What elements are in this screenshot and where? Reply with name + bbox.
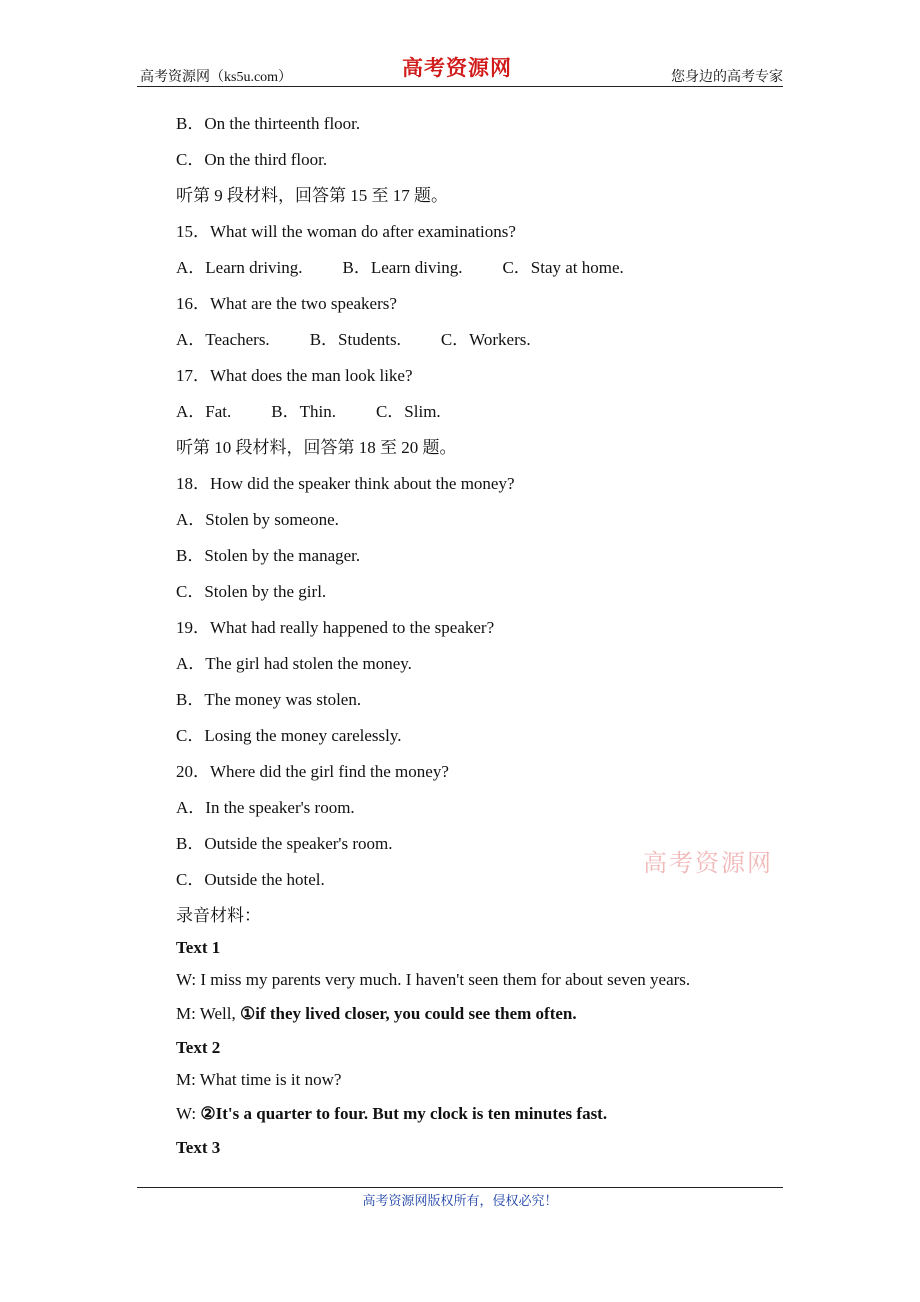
option-20a: A．In the speaker's room.: [176, 798, 355, 817]
text-2-woman-line: [176, 1102, 776, 1136]
option-16a: A．Teachers.: [176, 330, 270, 349]
option-19a: A．The girl had stolen the money.: [176, 654, 412, 673]
option-17a: A．Fat.: [176, 402, 232, 421]
options-15: [176, 256, 776, 292]
header-logo: 高考资源网: [402, 55, 512, 80]
question-19: 19．What had really happened to the speaker?: [176, 618, 495, 637]
document-body: [176, 112, 776, 1168]
text-2-woman-prefix: W:: [176, 1104, 201, 1123]
text-1-woman-line: W: I miss my parents very much. I haven't seen them for about seven years.: [176, 970, 691, 989]
transcript-heading: 录音材料：: [176, 906, 261, 925]
options-16: [176, 328, 776, 364]
question-16: 16．What are the two speakers?: [176, 294, 397, 313]
section-9-instruction: 听第 9 段材料，回答第 15 至 17 题。: [176, 186, 448, 205]
options-17: [176, 400, 776, 436]
option-15c: C．Stay at home.: [502, 258, 624, 277]
option-18c: C．Stolen by the girl.: [176, 582, 327, 601]
section-10-instruction: 听第 10 段材料，回答第 18 至 20 题。: [176, 438, 457, 457]
text-3-heading: Text 3: [176, 1138, 221, 1157]
option-16b: B．Students.: [309, 330, 401, 349]
text-2-heading: Text 2: [176, 1038, 221, 1057]
option-20c: C．Outside the hotel.: [176, 870, 325, 889]
footer-copyright: 高考资源网版权所有，侵权必究！: [362, 1193, 558, 1208]
question-17: 17．What does the man look like?: [176, 366, 413, 385]
option-15b: B．Learn diving.: [342, 258, 463, 277]
question-18: 18．How did the speaker think about the money?: [176, 474, 515, 493]
option-17b: B．Thin.: [271, 402, 336, 421]
question-20: 20．Where did the girl find the money?: [176, 762, 449, 781]
text-2-man-line: M: What time is it now?: [176, 1070, 342, 1089]
text-1-heading: Text 1: [176, 938, 221, 957]
text-1-man-key-sentence: ①if they lived closer, you could see them often.: [239, 1004, 577, 1023]
option-14c: C．On the third floor.: [176, 150, 328, 169]
option-14b: B．On the thirteenth floor.: [176, 114, 361, 133]
option-19c: C．Losing the money carelessly.: [176, 726, 402, 745]
option-18a: A．Stolen by someone.: [176, 510, 339, 529]
page-footer: [137, 1187, 783, 1208]
page-header: [137, 50, 783, 87]
text-1-man-prefix: M: Well,: [176, 1004, 240, 1023]
header-slogan: 您身边的高考专家: [671, 70, 783, 85]
option-15a: A．Learn driving.: [176, 258, 303, 277]
option-20b: B．Outside the speaker's room.: [176, 834, 393, 853]
watermark-logo: 高考资源网: [643, 849, 773, 877]
header-site-name: 高考资源网（ks5u.com）: [140, 70, 293, 85]
option-19b: B．The money was stolen.: [176, 690, 362, 709]
option-18b: B．Stolen by the manager.: [176, 546, 361, 565]
question-15: 15．What will the woman do after examinations?: [176, 222, 516, 241]
option-16c: C．Workers.: [440, 330, 531, 349]
text-2-woman-key-sentence: ②It's a quarter to four. But my clock is ten minutes fast.: [200, 1104, 608, 1123]
text-1-man-line: [176, 1002, 776, 1036]
option-17c: C．Slim.: [375, 402, 441, 421]
